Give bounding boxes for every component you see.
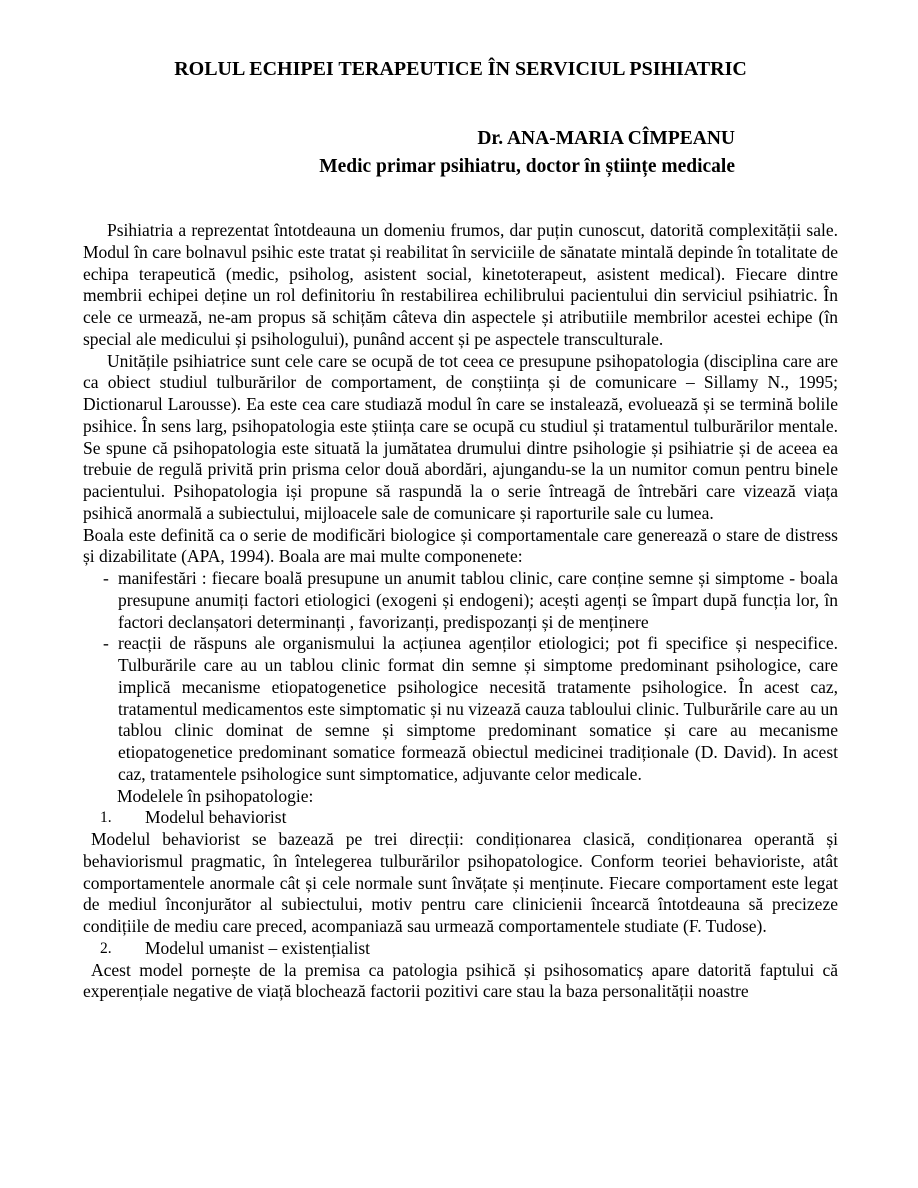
numbered-item-umanist	[83, 938, 838, 960]
list-item-manifestari	[83, 568, 838, 633]
list-dash-marker: -	[103, 568, 109, 588]
list-item-text: reacții de răspuns ale organismului la acțiunea agenților etiologici; pot fi specifice și nespecifice. Tulburările care au un tablou clinic format din semne și simptome predominant psihologice, care implică mecanisme etiopatogenetice psihologice necesită tratamente psihologice. În acest caz, tratamentul medicamentos este simptomatic și nu vizează cauza tabloului clinic. Tulburările care au un tablou clinic dominat de semne și simptome predominant somatice și care au mecanisme etiopatogenetice predominant somatice formează obiectul medicinei tradiționale (D. David). In acest caz, tratamentele psihologice sunt simptomatice, adjuvante celor medicale.	[118, 633, 838, 784]
model-name: Modelul behaviorist	[145, 807, 287, 828]
author-block	[83, 125, 838, 180]
model-number: 1.	[100, 809, 112, 827]
list-item-reactii	[83, 633, 838, 785]
document-body	[83, 220, 838, 1003]
model-number: 2.	[100, 939, 112, 957]
author-role: Medic primar psihiatru, doctor în științe medicale	[319, 155, 735, 177]
paragraph-unitatile-psihiatrice: Unitățile psihiatrice sunt cele care se ocupă de tot ceea ce presupune psihopatologia (disciplina care are ca obiect studiul tulburărilor de comportament, de conștiința și de comunicare – Sillamy N., 1995; Dictionarul Larousse). Ea este cea care studiază modul în care se instalează, evoluează și se termină bolile psihice. În sens larg, psihopatologia este știința care se ocupă cu studiul și tratamentul tulburărilor mentale. Se spune că psihopatologia este situată la jumătatea drumului dintre psihologie și psihiatrie și de aceea ea trebuie de regulă privită prin prisma celor două abordări, ajungandu-se la un numitor comun pentru binele pacientului. Psihopatologia iși propune să raspundă la o serie întreagă de întrebări care vizează viața psihică anormală a subiectului, mijloacele sale de comunicare și raporturile sale cu lumea.	[83, 350, 838, 523]
document-title: ROLUL ECHIPEI TERAPEUTICE ÎN SERVICIUL PSIHIATRIC	[174, 58, 747, 80]
paragraph-model-behaviorist: Modelul behaviorist se bazează pe trei direcții: condiționarea clasică, condiționarea operantă și behaviorismul pragmatic, în întelegerea tulburărilor psihopatologice. Conform teoriei behavioriste, atât comportamentele anormale cât și cele normale sunt învățate și menținute. Fiecare comportament este legat de mediul înconjurător al subiectului, motiv pentru care clinicienii încearcă întotdeauna să precizeze condițiile de mediu care preced, acompaniază sau urmează comportamentele studiate (F. Tudose).	[83, 829, 838, 936]
numbered-item-behaviorist	[83, 807, 838, 829]
models-heading: Modelele în psihopatologie:	[117, 785, 314, 806]
author-name: Dr. ANA-MARIA CÎMPEANU	[477, 128, 735, 149]
paragraph-psihiatria-intro: Psihiatria a reprezentat întotdeauna un domeniu frumos, dar puțin cunoscut, datorită complexității sale. Modul în care bolnavul psihic este tratat și reabilitat în serviciile de sănatate mintală depinde în totalitate de echipa terapeutică (medic, psiholog, asistent social, kinetoterapeut, asistent medical). Fiecare dintre membrii echipei deține un rol definitoriu în restabilirea echilibrului pacientului din serviciul psihiatric. În cele ce urmează, ne-am propus să schițăm câteva din aspectele și atributiile membrilor acestei echipe (în special ale medicului și psihologului), punând accent și pe aspectele transculturale.	[83, 220, 838, 349]
paragraph-model-umanist: Acest model pornește de la premisa ca patologia psihică și psihosomaticș apare datorită faptului că experențiale negative de viață blochează factorii pozitivi care stau la baza personalității noastre	[83, 959, 838, 1002]
model-name: Modelul umanist – existențialist	[145, 937, 371, 958]
paragraph-boala-definitie: Boala este definită ca o serie de modificări biologice și comportamentale care generează o stare de distress și dizabilitate (APA, 1994). Boala are mai multe componenete:	[83, 524, 838, 567]
list-item-text: manifestări : fiecare boală presupune un anumit tablou clinic, care conține semne și simptome - boala presupune anumiți factori etiologici (exogeni și endogeni); acești agenți se împart după funcția lor, în factori declanșatori determinanți , favorizanți, predispozanți și de menținere	[118, 568, 838, 632]
list-dash-marker: -	[103, 633, 109, 654]
